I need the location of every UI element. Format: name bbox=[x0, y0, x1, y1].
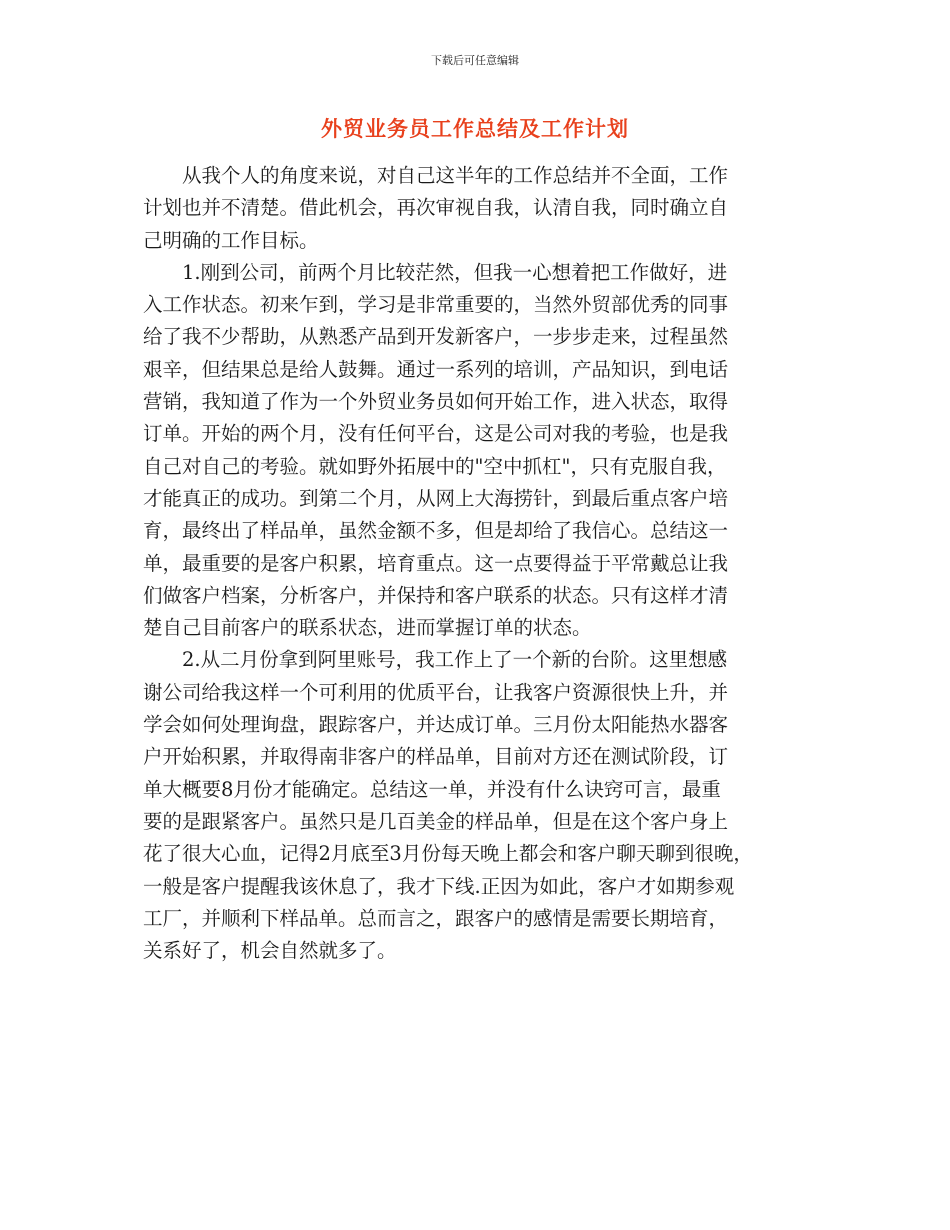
document-body bbox=[143, 160, 833, 967]
paragraph-point-2 bbox=[143, 644, 833, 967]
text-line: 一般是客户提醒我该休息了，我才下线.正因为如此，客户才如期参观 bbox=[143, 874, 735, 898]
text-line: 楚自己目前客户的联系状态，进而掌握订单的状态。 bbox=[143, 616, 592, 640]
text-line: 要的是跟紧客户。虽然只是几百美金的样品单，但是在这个客户身上 bbox=[143, 809, 729, 833]
text-line: 谢公司给我这样一个可利用的优质平台，让我客户资源很快上升，并 bbox=[143, 680, 729, 704]
text-line: 1.刚到公司，前两个月比较茫然，但我一心想着把工作做好，进 bbox=[182, 260, 728, 284]
text-line: 给了我不少帮助，从熟悉产品到开发新客户，一步步走来，过程虽然 bbox=[143, 325, 729, 349]
text-line: 户开始积累，并取得南非客户的样品单，目前对方还在测试阶段，订 bbox=[143, 745, 729, 769]
text-line: 入工作状态。初来乍到，学习是非常重要的，当然外贸部优秀的同事 bbox=[143, 293, 729, 317]
text-line: 订单。开始的两个月，没有任何平台，这是公司对我的考验，也是我 bbox=[143, 422, 729, 446]
text-line: 花了很大心血，记得2月底至3月份每天晚上都会和客户聊天聊到很晚， bbox=[143, 842, 753, 866]
text-line: 学会如何处理询盘，跟踪客户，并达成订单。三月份太阳能热水器客 bbox=[143, 713, 729, 737]
paragraph-point-1 bbox=[143, 257, 833, 645]
text-line: 己明确的工作目标。 bbox=[143, 228, 319, 252]
text-line: 从我个人的角度来说，对自己这半年的工作总结并不全面，工作 bbox=[182, 164, 729, 187]
text-line: 计划也并不清楚。借此机会，再次审视自我，认清自我，同时确立自 bbox=[143, 196, 729, 220]
text-line: 自己对自己的考验。就如野外拓展中的"空中抓杠"，只有克服自我， bbox=[143, 454, 727, 478]
paragraph-intro bbox=[143, 160, 833, 257]
document-title: 外贸业务员工作总结及工作计划 bbox=[321, 117, 629, 141]
text-line: 单，最重要的是客户积累，培育重点。这一点要得益于平常戴总让我 bbox=[143, 551, 729, 575]
text-line: 关系好了，机会自然就多了。 bbox=[143, 939, 397, 963]
text-line: 2.从二月份拿到阿里账号，我工作上了一个新的台阶。这里想感 bbox=[182, 648, 728, 672]
text-line: 们做客户档案，分析客户，并保持和客户联系的状态。只有这样才清 bbox=[143, 583, 729, 607]
text-line: 育，最终出了样品单，虽然金额不多，但是却给了我信心。总结这一 bbox=[143, 519, 729, 543]
text-line: 艰辛，但结果总是给人鼓舞。通过一系列的培训，产品知识，到电话 bbox=[143, 357, 729, 381]
text-line: 营销，我知道了作为一个外贸业务员如何开始工作，进入状态，取得 bbox=[143, 390, 729, 414]
text-line: 工厂，并顺利下样品单。总而言之，跟客户的感情是需要长期培育， bbox=[143, 906, 729, 930]
header-note: 下载后可任意编辑 bbox=[431, 54, 519, 67]
text-line: 单大概要8月份才能确定。总结这一单，并没有什么诀窍可言，最重 bbox=[143, 777, 721, 801]
text-line: 才能真正的成功。到第二个月，从网上大海捞针，到最后重点客户培 bbox=[143, 486, 729, 510]
